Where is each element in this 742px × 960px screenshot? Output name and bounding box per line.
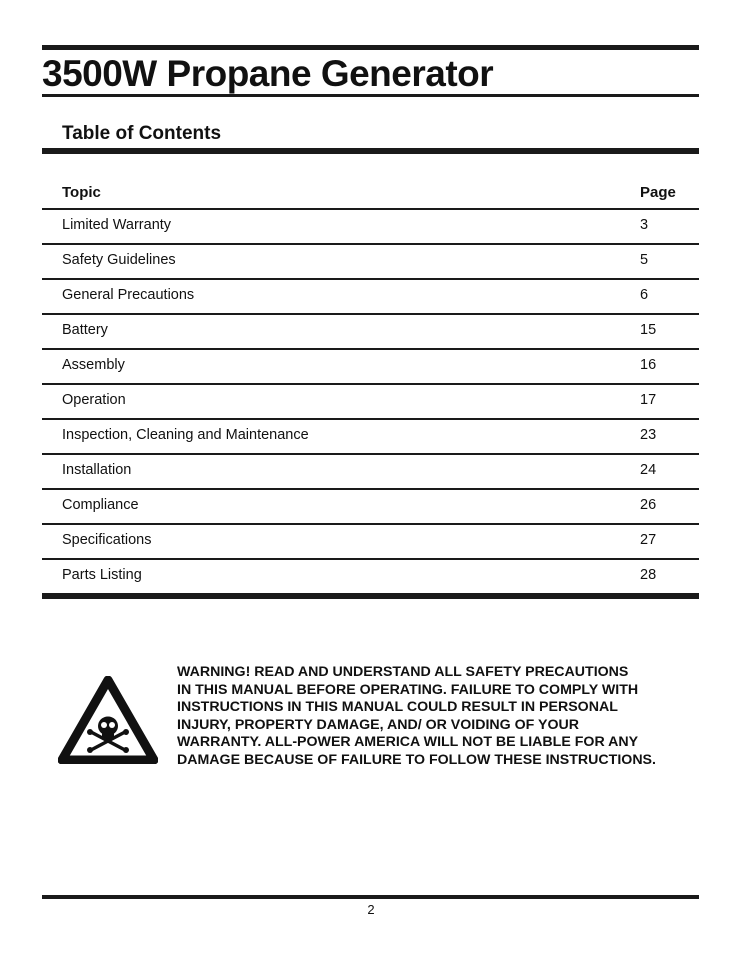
toc-row [42, 280, 699, 315]
warning-text [177, 664, 707, 770]
toc-row [42, 420, 699, 455]
toc-page-number: 24 [640, 462, 657, 478]
toc-topic: Limited Warranty [62, 217, 172, 233]
toc-page-number: 16 [640, 357, 657, 373]
toc-page-number: 15 [640, 322, 657, 338]
toc-topic: Safety Guidelines [62, 252, 176, 268]
toc-row [42, 210, 699, 245]
toc-row [42, 350, 699, 385]
toc-page-number: 5 [640, 252, 649, 268]
warning-line: IN THIS MANUAL BEFORE OPERATING. FAILURE TO COMPLY WITH [177, 681, 639, 698]
toc-page-number: 28 [640, 567, 657, 583]
toc-topic: Operation [62, 392, 126, 408]
toc-topic: Parts Listing [62, 567, 142, 583]
toc-page-number: 26 [640, 497, 657, 513]
toc-topic: Inspection, Cleaning and Maintenance [62, 427, 309, 443]
toc-row [42, 560, 699, 599]
warning-line: DAMAGE BECAUSE OF FAILURE TO FOLLOW THESE INSTRUCTIONS. [177, 751, 656, 768]
toc-topic: General Precautions [62, 287, 195, 303]
toc-row [42, 525, 699, 560]
warning-line: WARNING! READ AND UNDERSTAND ALL SAFETY PRECAUTIONS [177, 664, 629, 680]
toc-row [42, 490, 699, 525]
warning-line: WARRANTY. ALL-POWER AMERICA WILL NOT BE LIABLE FOR ANY [177, 734, 639, 751]
toc-page-number: 3 [640, 217, 649, 233]
toc-row [42, 245, 699, 280]
toc-topic: Compliance [62, 497, 139, 513]
toc-page-number: 17 [640, 392, 657, 408]
title-underline [42, 94, 699, 97]
toc-topic: Battery [62, 322, 108, 338]
toc-row [42, 315, 699, 350]
skull-crossbones-warning-triangle-icon [58, 676, 158, 764]
table-of-contents [42, 180, 699, 599]
toc-header-row [42, 180, 699, 210]
toc-topic: Installation [62, 462, 132, 478]
toc-page-number: 6 [640, 287, 649, 303]
toc-page-number: 23 [640, 427, 657, 443]
toc-row [42, 385, 699, 420]
page-column-header: Page [640, 184, 676, 201]
toc-topic: Assembly [62, 357, 125, 373]
toc-topic: Specifications [62, 532, 152, 548]
footer-rule [42, 895, 699, 899]
page-number: 2 [367, 902, 375, 917]
section-title: Table of Contents [62, 123, 222, 144]
section-rule [42, 148, 699, 154]
topic-column-header: Topic [62, 184, 101, 201]
toc-page-number: 27 [640, 532, 657, 548]
top-rule [42, 45, 699, 50]
warning-line: INSTRUCTIONS IN THIS MANUAL COULD RESULT IN PERSONAL [177, 699, 618, 716]
toc-row [42, 455, 699, 490]
warning-line: INJURY, PROPERTY DAMAGE, AND/ OR VOIDING OF YOUR [177, 716, 580, 733]
document-title: 3500W Propane Generator [42, 53, 494, 94]
